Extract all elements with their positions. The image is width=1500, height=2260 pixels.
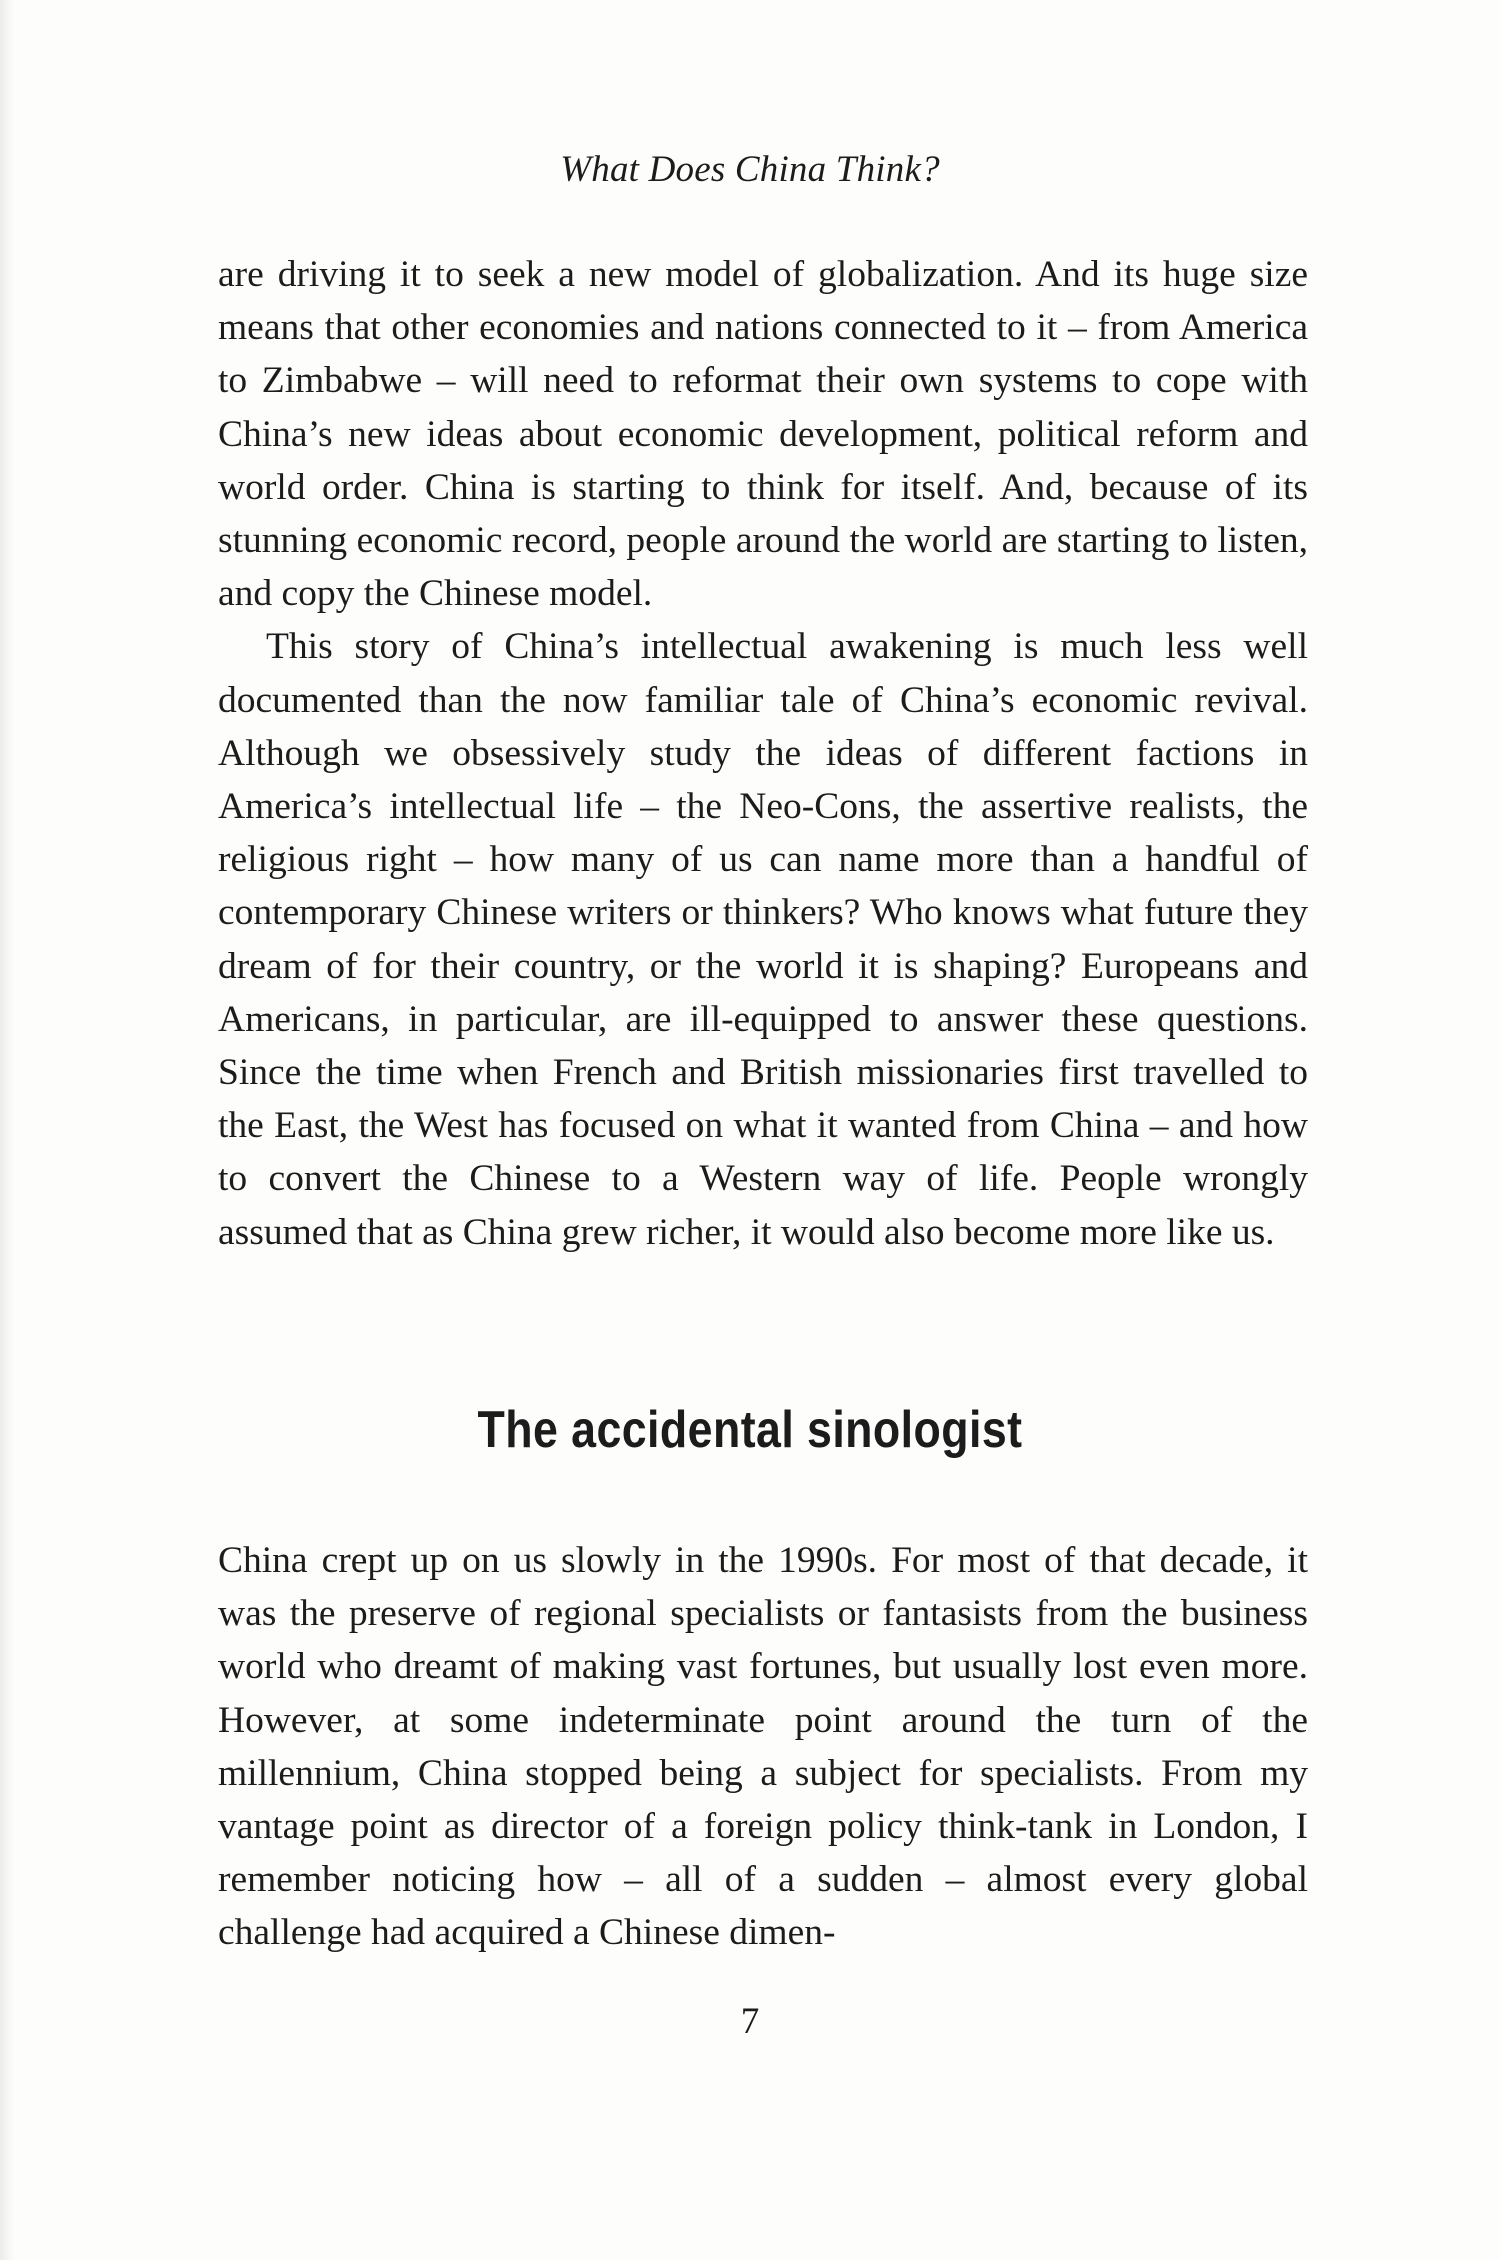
page-number: 7 <box>740 2001 760 2042</box>
section-heading: The accidental sinologist <box>477 1401 1023 1459</box>
scan-shadow-edge <box>0 0 14 2260</box>
body-text-section <box>218 1534 1308 1960</box>
body-text-top <box>218 248 1308 1259</box>
paragraph: China crept up on us slowly in the 1990s. For most of that decade, it was the preserve of regional specialists or fantasists from the business world who dreamt of making vast fortunes, but usually lost even more. However, at some indeterminate point around the turn of the millennium, China stopped being a subject for specialists. From my vantage point as director of a foreign policy think-tank in London, I remember noticing how – all of a sudden – almost every global challenge had acquired a Chinese dimen- <box>218 1540 1308 1954</box>
paragraph: are driving it to seek a new model of globalization. And its huge size means that other economies and nations connected to it – from America to Zimbabwe – will need to reformat their own systems to cope with China’s new ideas about economic development, political reform and world order. China is starting to think for itself. And, because of its stunning economic record, people around the world are starting to listen, and copy the Chinese model. <box>218 254 1308 615</box>
paragraph: This story of China’s intellectual awakening is much less well documented than the now familiar tale of China’s economic revival. Although we obsessively study the ideas of different factions in America’s intellectual life – the Neo-Cons, the assertive realists, the religious right – how many of us can name more than a handful of contemporary Chinese writers or thinkers? Who knows what future they dream of for their country, or the world it is shaping? Europeans and Americans, in particular, are ill-equipped to answer these questions. Since the time when French and British missionaries first travelled to the East, the West has focused on what it wanted from China – and how to convert the Chinese to a Western way of life. People wrongly assumed that as China grew richer, it would also become more like us. <box>218 626 1308 1253</box>
running-header: What Does China Think? <box>560 149 940 190</box>
